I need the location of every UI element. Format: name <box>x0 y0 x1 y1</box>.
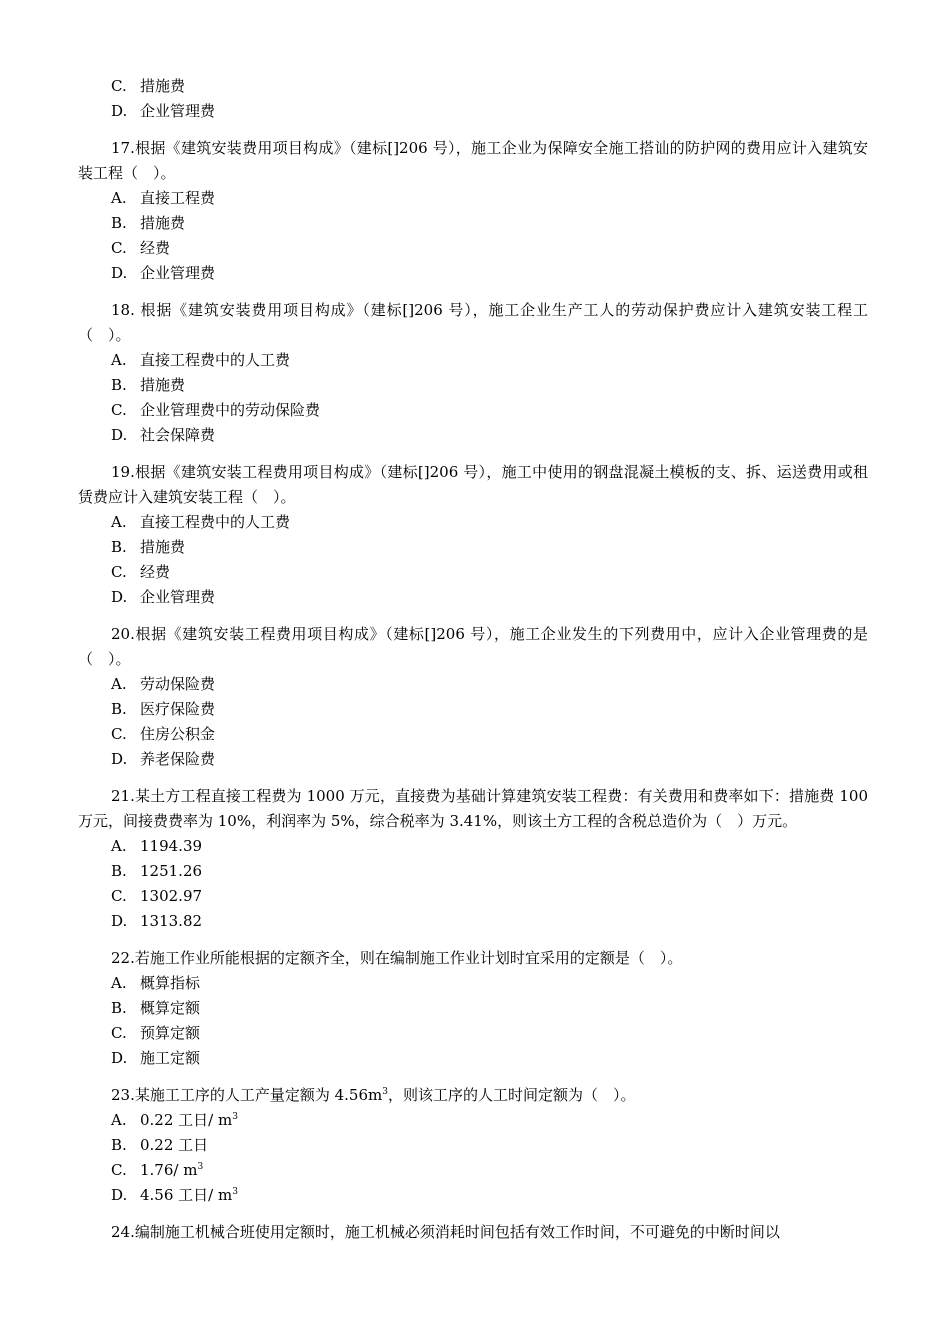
option-a <box>78 186 868 211</box>
question-text: 22.若施工作业所能根据的定额齐全，则在编制施工作业计划时宜采用的定额是（ ）。 <box>111 949 683 967</box>
lead-options <box>78 74 868 124</box>
superscript: 3 <box>197 1162 204 1172</box>
question-text-main: 23.某施工工序的人工产量定额为 4.56m <box>111 1086 383 1104</box>
option-letter: A. <box>111 513 127 531</box>
option-text: 措施费 <box>140 214 186 232</box>
option-b <box>78 996 868 1021</box>
option-text: 经费 <box>140 239 171 257</box>
question-21 <box>78 784 868 934</box>
option-b <box>78 535 868 560</box>
option-text: 直接工程费 <box>140 189 216 207</box>
option-a <box>78 348 868 373</box>
option-c <box>78 74 868 99</box>
question-text: 19.根据《建筑安装工程费用项目构成》（建标[]206 号），施工中使用的钢盘混凝土模板的支、拆、运送费用或租赁费应计入建筑安装工程（ ）。 <box>78 463 868 506</box>
option-b <box>78 211 868 236</box>
option-letter: B. <box>111 214 127 232</box>
option-text: 企业管理费 <box>140 264 216 282</box>
option-d <box>78 909 868 934</box>
option-letter: A. <box>111 974 127 992</box>
option-letter: C. <box>111 77 127 95</box>
option-letter: C. <box>111 1024 127 1042</box>
option-text: 1313.82 <box>140 912 203 930</box>
option-text: 企业管理费中的劳动保险费 <box>140 401 321 419</box>
option-letter: D. <box>111 912 128 930</box>
option-d <box>78 585 868 610</box>
option-letter: D. <box>111 750 128 768</box>
option-letter: D. <box>111 426 128 444</box>
option-letter: A. <box>111 189 127 207</box>
option-text: 施工定额 <box>140 1049 201 1067</box>
question-text: 18. 根据《建筑安装费用项目构成》（建标[]206 号），施工企业生产工人的劳动保护费应计入建筑安装工程工（ ）。 <box>78 301 868 344</box>
option-d <box>78 1046 868 1071</box>
option-b <box>78 859 868 884</box>
question-18 <box>78 298 868 448</box>
option-letter: D. <box>111 1186 128 1204</box>
option-c <box>78 398 868 423</box>
option-text: 1.76/ m <box>140 1161 198 1179</box>
option-letter: B. <box>111 999 127 1017</box>
option-text: 0.22 工日 <box>140 1136 209 1154</box>
option-letter: D. <box>111 264 128 282</box>
option-b <box>78 373 868 398</box>
option-text: 概算定额 <box>140 999 201 1017</box>
option-letter: A. <box>111 1111 127 1129</box>
option-letter: C. <box>111 401 127 419</box>
option-letter: A. <box>111 675 127 693</box>
option-text: 直接工程费中的人工费 <box>140 351 291 369</box>
option-d <box>78 747 868 772</box>
option-letter: D. <box>111 1049 128 1067</box>
question-text <box>78 1083 868 1108</box>
option-text: 企业管理费 <box>140 102 216 120</box>
option-b <box>78 697 868 722</box>
question-20 <box>78 622 868 772</box>
option-d <box>78 423 868 448</box>
option-text: 1194.39 <box>140 837 203 855</box>
option-a <box>78 510 868 535</box>
option-text: 直接工程费中的人工费 <box>140 513 291 531</box>
option-d <box>78 261 868 286</box>
option-letter: C. <box>111 563 127 581</box>
superscript: 3 <box>232 1187 238 1197</box>
superscript: 3 <box>232 1112 238 1122</box>
option-text: 预算定额 <box>140 1024 201 1042</box>
option-text: 措施费 <box>140 538 186 556</box>
option-c <box>78 560 868 585</box>
question-17 <box>78 136 868 286</box>
question-text: 24.编制施工机械合班使用定额时，施工机械必须消耗时间包括有效工作时间，不可避免的中断时间以 <box>111 1223 780 1241</box>
option-d <box>78 99 868 124</box>
option-text: 医疗保险费 <box>140 700 216 718</box>
option-text: 概算指标 <box>140 974 201 992</box>
option-letter: B. <box>111 700 127 718</box>
option-text: 企业管理费 <box>140 588 216 606</box>
question-23 <box>78 1083 868 1208</box>
option-a <box>78 1108 868 1133</box>
question-22 <box>78 946 868 1071</box>
option-c <box>78 884 868 909</box>
question-text: 21.某土方工程直接工程费为 1000 万元，直接费为基础计算建筑安装工程费：有关费用和费率如下：措施费 100 万元，间接费费率为 10%，利润率为 5%，综合税率为 3.41%，则该土方工程的含税总造价为（ ）万元。 <box>78 787 868 830</box>
document-page <box>78 74 868 1245</box>
superscript: 3 <box>382 1087 388 1097</box>
option-b <box>78 1133 868 1158</box>
option-letter: B. <box>111 376 127 394</box>
question-text: 17.根据《建筑安装费用项目构成》（建标[]206 号），施工企业为保障安全施工搭讪的防护网的费用应计入建筑安装工程（ ）。 <box>78 139 868 182</box>
option-text: 4.56 工日/ m <box>140 1186 233 1204</box>
option-c <box>78 1021 868 1046</box>
option-text: 1251.26 <box>140 862 203 880</box>
option-letter: B. <box>111 1136 127 1154</box>
option-text: 经费 <box>140 563 171 581</box>
option-text: 措施费 <box>140 376 186 394</box>
option-a <box>78 672 868 697</box>
question-19 <box>78 460 868 610</box>
option-text: 劳动保险费 <box>140 675 216 693</box>
option-d <box>78 1183 868 1208</box>
option-letter: A. <box>111 837 127 855</box>
question-text: 20.根据《建筑安装工程费用项目构成》（建标[]206 号），施工企业发生的下列费用中，应计入企业管理费的是（ ）。 <box>78 625 868 668</box>
option-text: 0.22 工日/ m <box>140 1111 233 1129</box>
option-text: 住房公积金 <box>140 725 216 743</box>
option-letter: D. <box>111 102 128 120</box>
option-text: 1302.97 <box>140 887 203 905</box>
option-letter: C. <box>111 239 127 257</box>
option-letter: A. <box>111 351 127 369</box>
option-letter: C. <box>111 1161 127 1179</box>
option-a <box>78 971 868 996</box>
option-letter: C. <box>111 887 127 905</box>
option-c <box>78 722 868 747</box>
option-letter: D. <box>111 588 128 606</box>
question-text-tail: ，则该工序的人工时间定额为（ ）。 <box>387 1086 636 1104</box>
question-24 <box>78 1220 868 1245</box>
option-c <box>78 1158 868 1183</box>
option-letter: C. <box>111 725 127 743</box>
option-letter: B. <box>111 862 127 880</box>
option-text: 养老保险费 <box>140 750 216 768</box>
option-c <box>78 236 868 261</box>
option-text: 措施费 <box>140 77 186 95</box>
option-letter: B. <box>111 538 127 556</box>
option-text: 社会保障费 <box>140 426 216 444</box>
option-a <box>78 834 868 859</box>
